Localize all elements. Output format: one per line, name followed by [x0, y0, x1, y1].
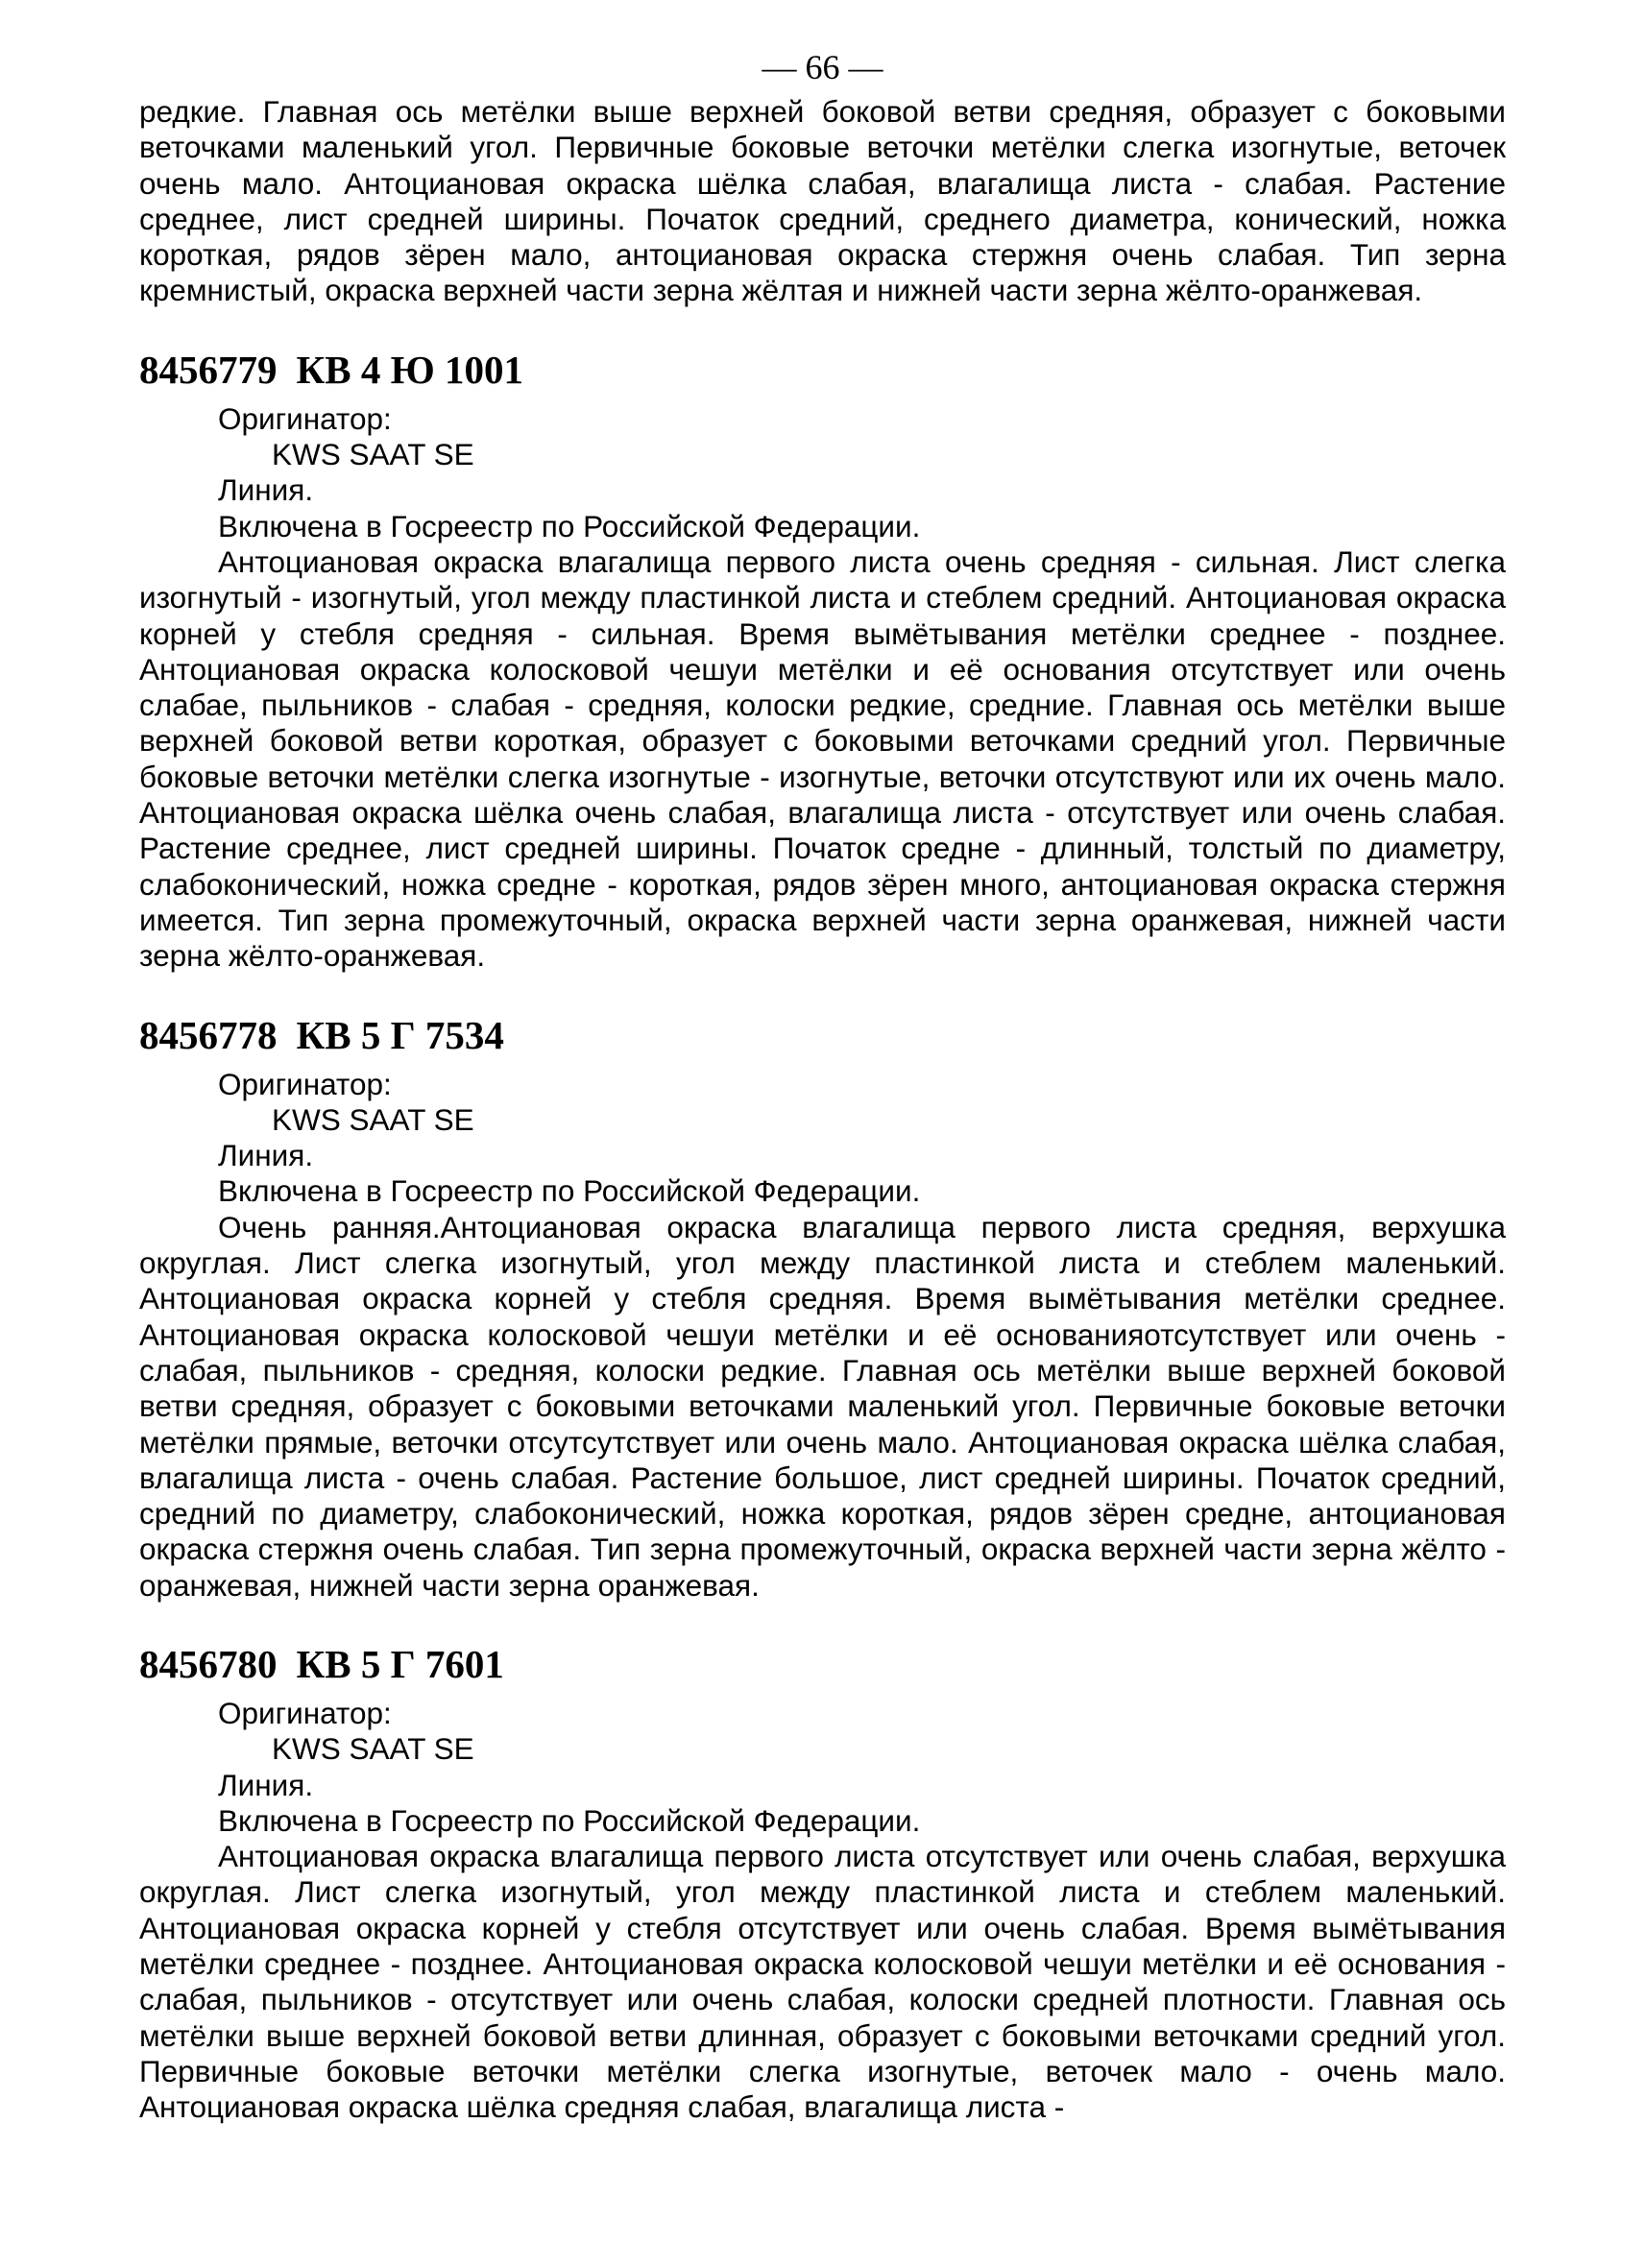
originator-name: KWS SAAT SE — [272, 437, 474, 472]
entry-type: Линия. — [218, 472, 314, 508]
originator-name: KWS SAAT SE — [272, 1101, 474, 1137]
entry-code: КВ 4 Ю 1001 — [296, 347, 523, 392]
entry-code: КВ 5 Г 7534 — [296, 1012, 504, 1057]
entry-description: Антоциановая окраска влагалища первого листа очень средняя - сильная. Лист слегка изогнутый - изогнутый, угол между пластинкой листа и стеблем средний. Антоциановая окраска корней у стебля средняя - сильная. Время вымётывания метёлки среднее - позднее. Антоциановая окраска колосковой чешуи метёлки и её основания отсутствует или очень слабае, пыльников - слабая - средняя, колоски редкие, средние. Главная ось метёлки выше верхней боковой ветви короткая, образует с боковыми веточками средний угол. Первичные боковые веточки метёлки слегка изогнутые - изогнутые, веточки отсутствуют или их очень мало. Антоциановая окраска шёлка очень слабая, влагалища листа - отсутствует или очень слабая. Растение среднее, лист средней ширины. Початок средне - длинный, толстый по диаметру, слабоконический, ножка средне - короткая, рядов зёрен много, антоциановая окраска стержня имеется. Тип зерна промежуточный, окраска верхней части зерна оранжевая, нижней части зерна жёлто-оранжевая. — [139, 543, 1506, 974]
page-number: — 66 — — [762, 48, 883, 86]
originator-label: Оригинатор: — [218, 1066, 392, 1101]
entry-heading — [139, 1642, 1506, 1686]
registry-status: Включена в Госреестр по Российской Федерации. — [218, 1173, 921, 1209]
registry-status: Включена в Госреестр по Российской Федерации. — [218, 508, 921, 543]
variety-entry — [139, 1013, 1506, 1604]
entry-description: Антоциановая окраска влагалища первого листа отсутствует или очень слабая, верхушка округлая. Лист слегка изогнутый, угол между пластинкой листа и стеблем маленький. Антоциановая окраска корней у стебля отсутствует или очень слабая. Время вымётывания метёлки среднее - позднее. Антоциановая окраска колосковой чешуи метёлки и её основания - слабая, пыльников - отсутствует или очень слабая, колоски средней плотности. Главная ось метёлки выше верхней боковой ветви длинная, образует с боковыми веточками средний угол. Первичные боковые веточки метёлки слегка изогнутые, веточек мало - очень мало. Антоциановая окраска шёлка средняя слабая, влагалища листа - — [139, 1839, 1506, 2125]
variety-entry — [139, 348, 1506, 975]
entry-number: 8456780 — [139, 1641, 278, 1686]
entry-number: 8456778 — [139, 1012, 278, 1057]
registry-status: Включена в Госреестр по Российской Федерации. — [218, 1802, 921, 1838]
entry-type: Линия. — [218, 1138, 314, 1173]
originator-label: Оригинатор: — [218, 1695, 392, 1730]
entry-heading — [139, 1013, 1506, 1057]
entry-code: КВ 5 Г 7601 — [296, 1641, 504, 1686]
entry-description: Очень ранняя.Антоциановая окраска влагалища первого листа средняя, верхушка округлая. Лист слегка изогнутый, угол между пластинкой листа и стеблем маленький. Антоциановая окраска корней у стебля средняя. Время вымётывания метёлки среднее. Антоциановая окраска колосковой чешуи метёлки и её основанияотсутствует или очень - слабая, пыльников - средняя, колоски редкие. Главная ось метёлки выше верхней боковой ветви средняя, образует с боковыми веточками маленький угол. Первичные боковые веточки метёлки прямые, веточки отсутсутствует или очень мало. Антоциановая окраска шёлка слабая, влагалища листа - очень слабая. Растение большое, лист средней ширины. Початок средний, средний по диаметру, слабоконический, ножка короткая, рядов зёрен средне, антоциановая окраска стержня очень слабая. Тип зерна промежуточный, окраска верхней части зерна жёлто - оранжевая, нижней части зерна оранжевая. — [139, 1209, 1506, 1603]
entry-number: 8456779 — [139, 347, 278, 392]
variety-entry — [139, 1642, 1506, 2126]
originator-name: KWS SAAT SE — [272, 1731, 474, 1767]
intro-paragraph: редкие. Главная ось метёлки выше верхней боковой ветви средняя, образует с боковыми веточками маленький угол. Первичные боковые веточки метёлки слегка изогнутые, веточек очень мало. Антоциановая окраска шёлка слабая, влагалища листа - слабая. Растение среднее, лист средней ширины. Початок средний, среднего диаметра, конический, ножка короткая, рядов зёрен мало, антоциановая окраска стержня очень слабая. Тип зерна кремнистый, окраска верхней части зерна жёлтая и нижней части зерна жёлто-оранжевая. — [139, 94, 1506, 308]
entry-type: Линия. — [218, 1767, 314, 1802]
document-page — [139, 48, 1506, 2126]
entry-heading — [139, 348, 1506, 392]
originator-label: Оригинатор: — [218, 400, 392, 436]
